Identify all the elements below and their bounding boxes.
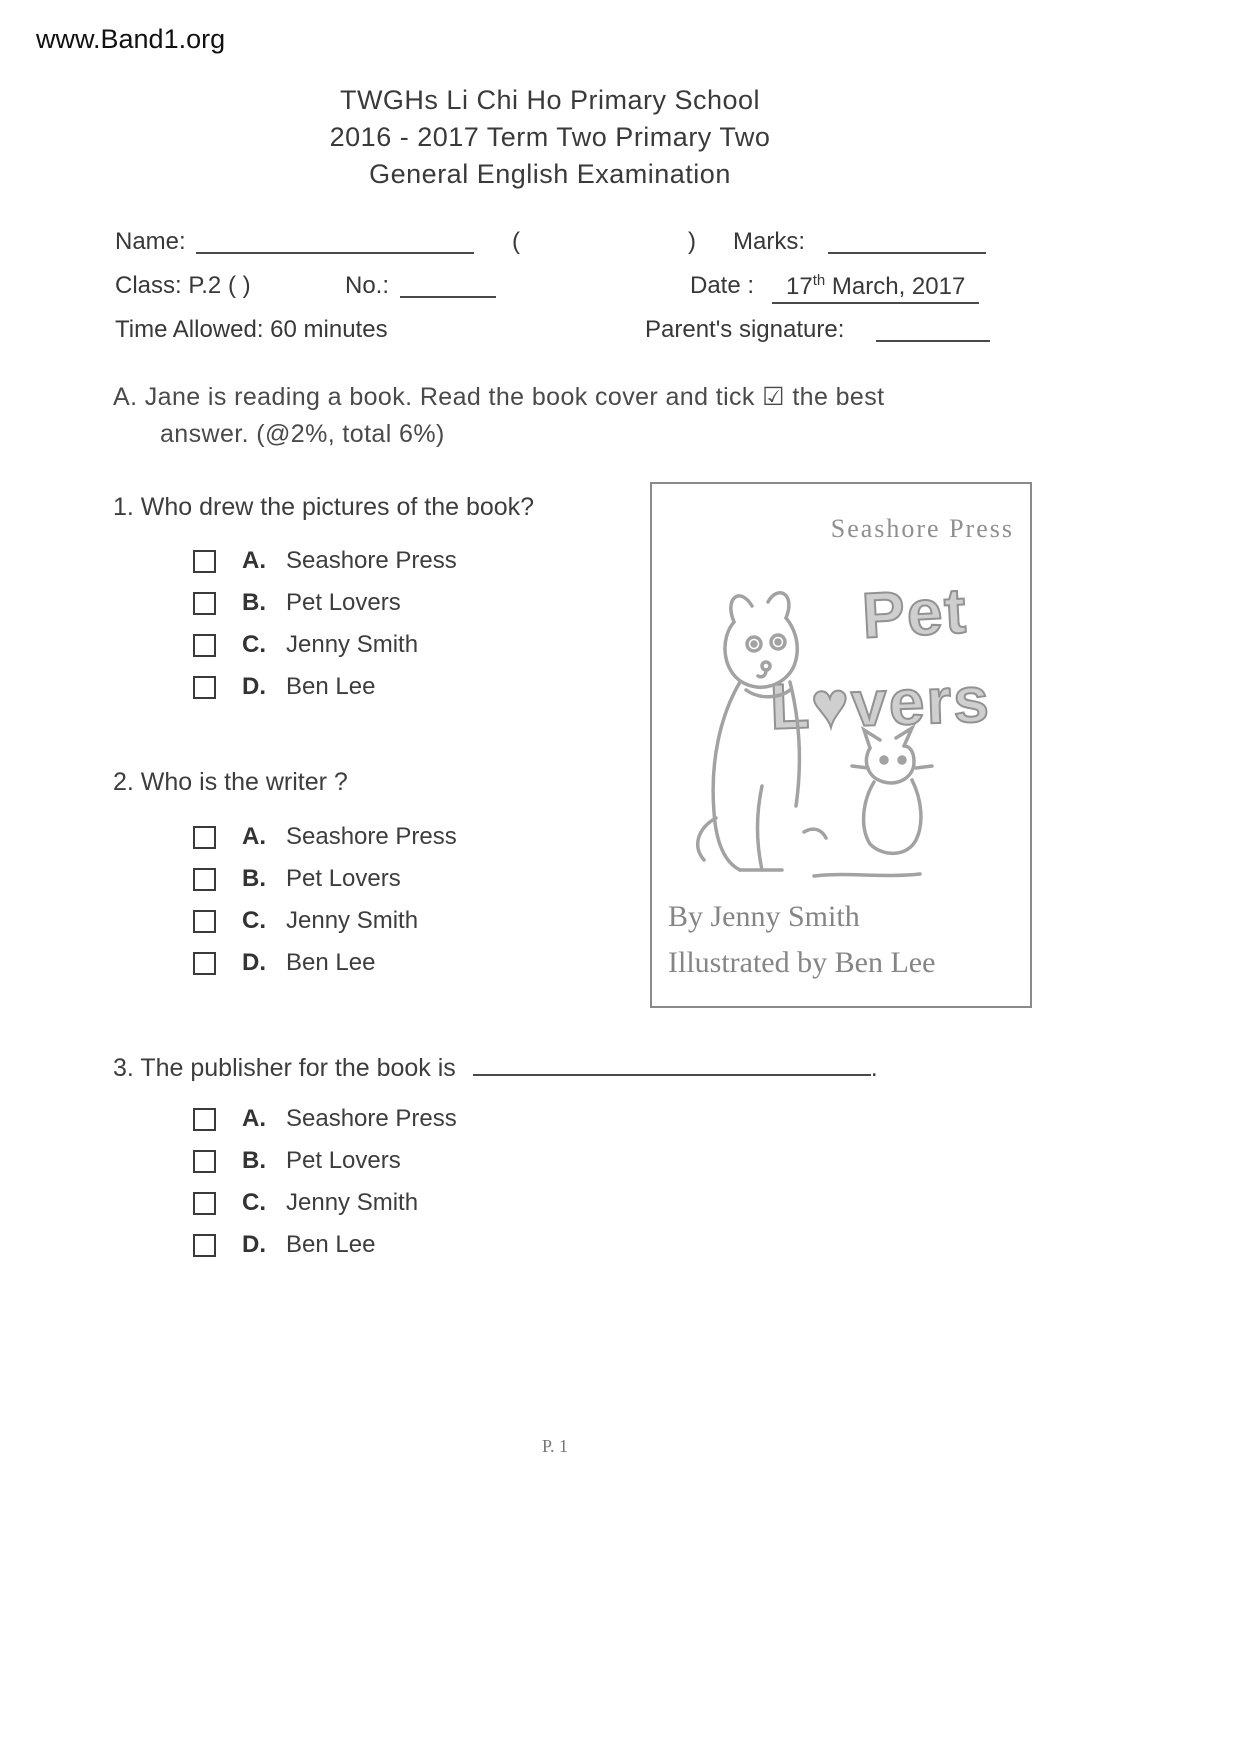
exam-header xyxy=(0,82,1100,193)
option-text: Pet Lovers xyxy=(286,865,401,892)
book-cover-author: By Jenny Smith xyxy=(668,900,860,933)
option-letter: B. xyxy=(242,1147,266,1174)
option-letter: D. xyxy=(242,1231,266,1258)
question-3-period: . xyxy=(870,1054,878,1082)
question-2-title: 2. Who is the writer ? xyxy=(113,768,348,796)
term-line: 2016 - 2017 Term Two Primary Two xyxy=(329,122,771,152)
q1-option-d xyxy=(193,672,375,702)
option-letter: B. xyxy=(242,589,266,616)
exam-title: General English Examination xyxy=(369,159,731,189)
option-text: Jenny Smith xyxy=(286,631,419,658)
option-letter: B. xyxy=(242,865,266,892)
question-3-blank[interactable] xyxy=(473,1052,871,1076)
option-text: Jenny Smith xyxy=(286,1189,419,1216)
number-label: No.: xyxy=(345,272,390,299)
q3-option-a-checkbox[interactable] xyxy=(193,1108,216,1131)
q2-option-d xyxy=(193,948,375,978)
option-text: Ben Lee xyxy=(286,1231,376,1258)
q2-option-c-checkbox[interactable] xyxy=(193,910,216,933)
book-cover-title-word1: Pet xyxy=(860,574,970,652)
q3-option-b-checkbox[interactable] xyxy=(193,1150,216,1173)
q3-option-c xyxy=(193,1188,418,1218)
option-text: Pet Lovers xyxy=(286,1147,401,1174)
question-3-title xyxy=(113,1052,878,1083)
q1-option-d-checkbox[interactable] xyxy=(193,676,216,699)
option-letter: A. xyxy=(242,823,266,850)
q2-option-a xyxy=(193,822,457,852)
option-letter: C. xyxy=(242,1189,266,1216)
number-blank[interactable] xyxy=(400,268,496,298)
q2-option-a-checkbox[interactable] xyxy=(193,826,216,849)
option-letter: D. xyxy=(242,673,266,700)
question-3-text: 3. The publisher for the book is xyxy=(113,1054,456,1082)
name-label: Name: xyxy=(115,228,186,255)
option-letter: C. xyxy=(242,631,266,658)
option-letter: D. xyxy=(242,949,266,976)
option-text: Seashore Press xyxy=(286,547,457,574)
book-cover-publisher: Seashore Press xyxy=(830,514,1014,543)
dog-and-cat-sketch-illustration xyxy=(664,580,954,890)
q2-option-b xyxy=(193,864,401,894)
option-letter: C. xyxy=(242,907,266,934)
class-label: Class: P.2 ( ) xyxy=(115,272,251,299)
option-text: Seashore Press xyxy=(286,823,457,850)
book-cover-illustrator: Illustrated by Ben Lee xyxy=(668,946,936,979)
marks-label: Marks: xyxy=(733,228,805,255)
q3-option-c-checkbox[interactable] xyxy=(193,1192,216,1215)
paren-close: ) xyxy=(688,228,696,255)
q3-option-a xyxy=(193,1104,457,1134)
date-filled-text: 17th March, 2017 xyxy=(772,273,979,304)
q1-option-c-checkbox[interactable] xyxy=(193,634,216,657)
option-letter: A. xyxy=(242,547,266,574)
q1-option-b-checkbox[interactable] xyxy=(193,592,216,615)
section-a-instruction-line1: A. Jane is reading a book. Read the book cover and tick ☑ the best xyxy=(113,383,885,411)
page-number: P. 1 xyxy=(541,1436,568,1456)
watermark: www.Band1.org xyxy=(36,24,226,54)
time-allowed-label: Time Allowed: 60 minutes xyxy=(115,316,388,343)
question-1-title: 1. Who drew the pictures of the book? xyxy=(113,493,535,521)
option-text: Ben Lee xyxy=(286,949,376,976)
q3-option-d xyxy=(193,1230,375,1260)
signature-blank[interactable] xyxy=(876,312,990,342)
q1-option-a-checkbox[interactable] xyxy=(193,550,216,573)
q2-option-c xyxy=(193,906,418,936)
option-text: Jenny Smith xyxy=(286,907,419,934)
option-letter: A. xyxy=(242,1105,266,1132)
q1-option-a xyxy=(193,546,457,576)
paren-open: ( xyxy=(512,228,520,255)
date-value xyxy=(772,272,979,301)
q3-option-b xyxy=(193,1146,401,1176)
option-text: Pet Lovers xyxy=(286,589,401,616)
q1-option-b xyxy=(193,588,401,618)
option-text: Seashore Press xyxy=(286,1105,457,1132)
date-label: Date : xyxy=(690,272,755,299)
option-text: Ben Lee xyxy=(286,673,376,700)
marks-blank[interactable] xyxy=(828,224,986,254)
school-name: TWGHs Li Chi Ho Primary School xyxy=(339,85,761,115)
q2-option-d-checkbox[interactable] xyxy=(193,952,216,975)
q3-option-d-checkbox[interactable] xyxy=(193,1234,216,1257)
book-cover-title-word2: L♥vers xyxy=(768,663,992,743)
section-a-instruction-line2: answer. (@2%, total 6%) xyxy=(160,420,445,448)
parent-signature-label: Parent's signature: xyxy=(645,316,845,343)
name-blank[interactable] xyxy=(196,224,474,254)
q2-option-b-checkbox[interactable] xyxy=(193,868,216,891)
book-cover xyxy=(650,482,1032,1008)
q1-option-c xyxy=(193,630,418,660)
